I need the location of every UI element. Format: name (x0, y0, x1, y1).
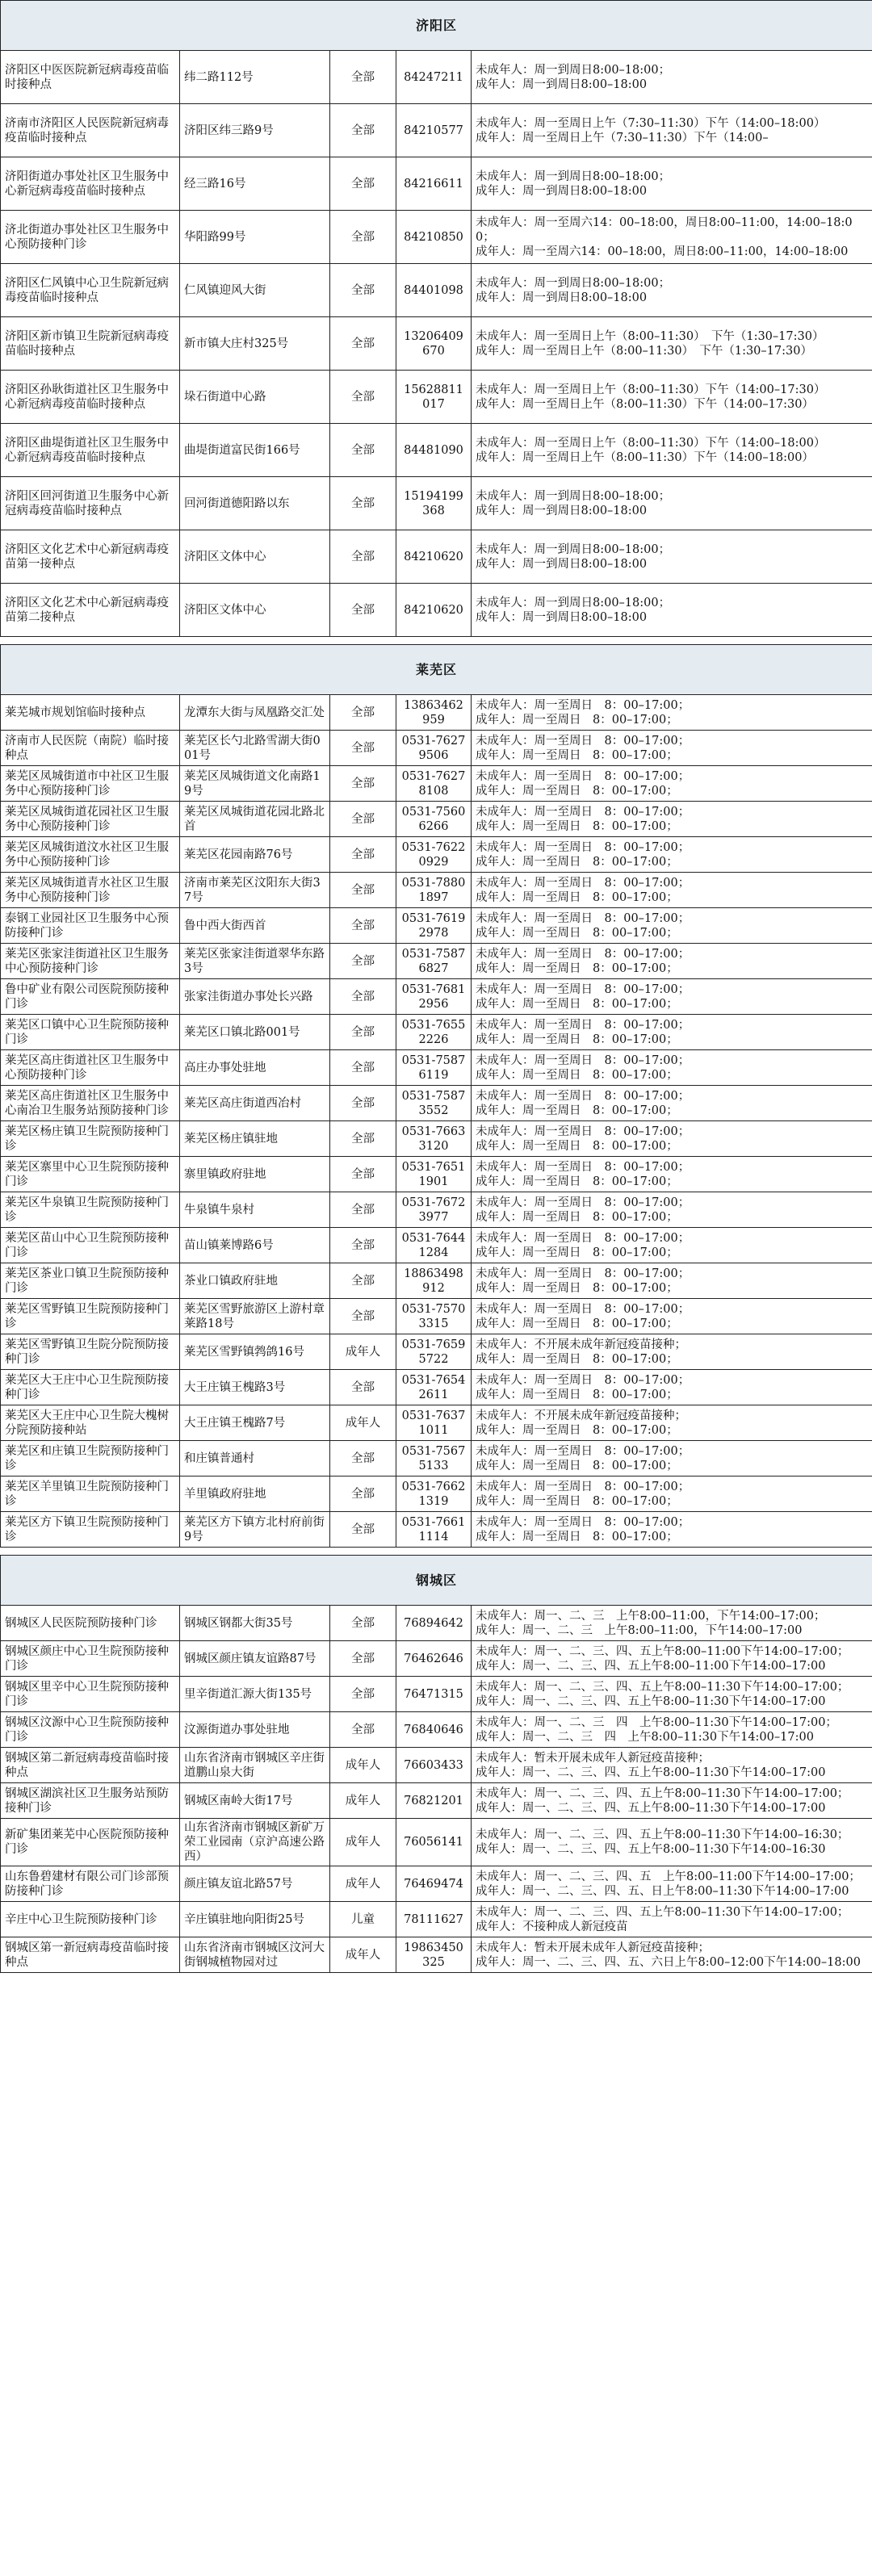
target-group-cell: 全部 (330, 1192, 396, 1228)
hours-cell: 未成年人：周一至周日 8：00–17:00； 成年人：周一至周日 8：00–17:00； (472, 979, 872, 1015)
target-group-cell: 儿童 (330, 1902, 396, 1937)
table-row (1, 104, 872, 157)
address-cell: 纬二路112号 (180, 51, 330, 104)
table-row (1, 1937, 872, 1973)
phone-cell: 0531-76595722 (396, 1334, 472, 1370)
address-cell: 辛庄镇驻地向阳街25号 (180, 1902, 330, 1937)
target-group-cell: 全部 (330, 424, 396, 477)
address-cell: 莱芜区凤城街道花园北路北首 (180, 802, 330, 837)
phone-cell: 76603433 (396, 1748, 472, 1783)
table-row (1, 1228, 872, 1263)
hours-cell: 未成年人：周一、二、三 四 上午8:00–11:30下午14:00–17:00； 成年人：周一、二、三 四 上午8:00–11:30下午14:00–17:00 (472, 1712, 872, 1748)
target-group-cell: 成年人 (330, 1866, 396, 1902)
hours-cell: 未成年人：不开展未成年新冠疫苗接种； 成年人：周一至周日 8：00–17:00； (472, 1334, 872, 1370)
address-cell: 济阳区文体中心 (180, 530, 330, 584)
address-cell: 里辛街道汇源大街135号 (180, 1677, 330, 1712)
site-name-cell: 莱芜城市规划馆临时接种点 (1, 695, 180, 731)
address-cell: 济阳区纬三路9号 (180, 104, 330, 157)
site-name-cell: 莱芜区和庄镇卫生院预防接种门诊 (1, 1441, 180, 1476)
phone-cell: 19863450325 (396, 1937, 472, 1973)
site-name-cell: 济阳区文化艺术中心新冠病毒疫苗第一接种点 (1, 530, 180, 584)
phone-cell: 84216611 (396, 157, 472, 211)
target-group-cell: 全部 (330, 1228, 396, 1263)
hours-cell: 未成年人：周一至周日 8：00–17:00； 成年人：周一至周日 8：00–17:00； (472, 873, 872, 908)
address-cell: 山东省济南市钢城区汶河大街钢城植物园对过 (180, 1937, 330, 1973)
address-cell: 羊里镇政府驻地 (180, 1476, 330, 1512)
target-group-cell: 成年人 (330, 1783, 396, 1819)
target-group-cell: 全部 (330, 104, 396, 157)
phone-cell: 0531-76220929 (396, 837, 472, 873)
address-cell: 寨里镇政府驻地 (180, 1157, 330, 1192)
address-cell: 山东省济南市钢城区辛庄街道鹏山泉大街 (180, 1748, 330, 1783)
hours-cell: 未成年人：周一到周日8:00–18:00； 成年人：周一到周日8:00–18:00 (472, 530, 872, 584)
phone-cell: 0531-76633120 (396, 1121, 472, 1157)
section-gap (1, 637, 872, 645)
hours-cell: 未成年人：周一至周六14：00–18:00，周日8:00–11:00，14:00–18:00； 成年人：周一至周六14：00–18:00，周日8:00–11:00，14:00–18:00 (472, 211, 872, 264)
phone-cell: 0531-76812956 (396, 979, 472, 1015)
phone-cell: 0531-75703315 (396, 1299, 472, 1334)
site-name-cell: 莱芜区高庄街道社区卫生服务中心南冶卫生服务站预防接种门诊 (1, 1086, 180, 1121)
hours-cell: 未成年人：周一、二、三、四、五上午8:00–11:30下午14:00–16:30； 成年人：周一、二、三、四、五上午8:00–11:30下午14:00–16:30 (472, 1819, 872, 1866)
table-row (1, 317, 872, 371)
table-row (1, 1641, 872, 1677)
address-cell: 莱芜区杨庄镇驻地 (180, 1121, 330, 1157)
address-cell: 回河街道德阳路以东 (180, 477, 330, 530)
table-row (1, 1902, 872, 1937)
address-cell: 山东省济南市钢城区新矿万荣工业园南（京沪高速公路西） (180, 1819, 330, 1866)
hours-cell: 未成年人：周一至周日 8：00–17:00； 成年人：周一至周日 8：00–17:00； (472, 1512, 872, 1548)
address-cell: 大王庄镇王槐路3号 (180, 1370, 330, 1405)
address-cell: 莱芜区高庄街道西冶村 (180, 1086, 330, 1121)
hours-cell: 未成年人：周一至周日 8：00–17:00； 成年人：周一至周日 8：00–17:00； (472, 1192, 872, 1228)
hours-cell: 未成年人：周一至周日上午（7:30–11:30）下午（14:00–18:00） 成年人：周一至周日上午（7:30–11:30）下午（14:00– (472, 104, 872, 157)
site-name-cell: 莱芜区凤城街道汶水社区卫生服务中心预防接种门诊 (1, 837, 180, 873)
table-row (1, 477, 872, 530)
target-group-cell: 全部 (330, 264, 396, 317)
address-cell: 莱芜区长勺北路雪湖大街001号 (180, 731, 330, 766)
site-name-cell: 莱芜区杨庄镇卫生院预防接种门诊 (1, 1121, 180, 1157)
target-group-cell: 成年人 (330, 1748, 396, 1783)
site-name-cell: 济阳区文化艺术中心新冠病毒疫苗第二接种点 (1, 584, 180, 637)
hours-cell: 未成年人：周一至周日 8：00–17:00； 成年人：周一至周日 8：00–17:00； (472, 1050, 872, 1086)
site-name-cell: 山东鲁碧建材有限公司门诊部预防接种门诊 (1, 1866, 180, 1902)
site-name-cell: 辛庄中心卫生院预防接种门诊 (1, 1902, 180, 1937)
address-cell: 莱芜区张家洼街道翠华东路3号 (180, 944, 330, 979)
site-name-cell: 钢城区汶源中心卫生院预防接种门诊 (1, 1712, 180, 1748)
table-row (1, 1050, 872, 1086)
target-group-cell: 全部 (330, 837, 396, 873)
site-name-cell: 泰钢工业园社区卫生服务中心预防接种门诊 (1, 908, 180, 944)
site-name-cell: 新矿集团莱芜中心医院预防接种门诊 (1, 1819, 180, 1866)
table-row (1, 1370, 872, 1405)
phone-cell: 84247211 (396, 51, 472, 104)
target-group-cell: 成年人 (330, 1405, 396, 1441)
table-row (1, 837, 872, 873)
address-cell: 新市镇大庄村325号 (180, 317, 330, 371)
phone-cell: 0531-76441284 (396, 1228, 472, 1263)
hours-cell: 未成年人：周一至周日 8：00–17:00； 成年人：周一至周日 8：00–17:00； (472, 1121, 872, 1157)
address-cell: 莱芜区雪野镇鹁鸽16号 (180, 1334, 330, 1370)
table-row (1, 1441, 872, 1476)
phone-cell: 78111627 (396, 1902, 472, 1937)
target-group-cell: 全部 (330, 1263, 396, 1299)
target-group-cell: 全部 (330, 802, 396, 837)
target-group-cell: 全部 (330, 731, 396, 766)
site-name-cell: 莱芜区羊里镇卫生院预防接种门诊 (1, 1476, 180, 1512)
address-cell: 济阳区文体中心 (180, 584, 330, 637)
site-name-cell: 莱芜区高庄街道社区卫生服务中心预防接种门诊 (1, 1050, 180, 1086)
site-name-cell: 莱芜区茶业口镇卫生院预防接种门诊 (1, 1263, 180, 1299)
table-row (1, 1819, 872, 1866)
phone-cell: 0531-76542611 (396, 1370, 472, 1405)
section-gap (1, 1548, 872, 1556)
address-cell: 莱芜区口镇北路001号 (180, 1015, 330, 1050)
site-name-cell: 钢城区第二新冠病毒疫苗临时接种点 (1, 1748, 180, 1783)
target-group-cell: 成年人 (330, 1937, 396, 1973)
phone-cell: 0531-76552226 (396, 1015, 472, 1050)
phone-cell: 76471315 (396, 1677, 472, 1712)
target-group-cell: 全部 (330, 1121, 396, 1157)
hours-cell: 未成年人：不开展未成年新冠疫苗接种； 成年人：周一至周日 8：00–17:00； (472, 1405, 872, 1441)
target-group-cell: 全部 (330, 1157, 396, 1192)
site-name-cell: 莱芜区口镇中心卫生院预防接种门诊 (1, 1015, 180, 1050)
address-cell: 钢城区钢都大街35号 (180, 1606, 330, 1641)
site-name-cell: 莱芜区凤城街道花园社区卫生服务中心预防接种门诊 (1, 802, 180, 837)
table-row (1, 1157, 872, 1192)
site-name-cell: 莱芜区雪野镇卫生院预防接种门诊 (1, 1299, 180, 1334)
target-group-cell: 全部 (330, 371, 396, 424)
table-row (1, 1192, 872, 1228)
district-title: 莱芜区 (1, 645, 872, 695)
hours-cell: 未成年人：周一、二、三、四、五上午8:00–11:00下午14:00–17:00； 成年人：周一、二、三、四、五上午8:00–11:00下午14:00–17:00 (472, 1641, 872, 1677)
hours-cell: 未成年人：周一、二、三、四、五上午8:00–11:30下午14:00–17:00； 成年人：周一、二、三、四、五上午8:00–11:30下午14:00–17:00 (472, 1677, 872, 1712)
site-name-cell: 济北街道办事处社区卫生服务中心预防接种门诊 (1, 211, 180, 264)
section-gap-cell (1, 637, 872, 645)
phone-cell: 0531-76371011 (396, 1405, 472, 1441)
hours-cell: 未成年人：周一至周日 8：00–17:00； 成年人：周一至周日 8：00–17:00； (472, 944, 872, 979)
table-row (1, 695, 872, 731)
table-row (1, 584, 872, 637)
target-group-cell: 全部 (330, 766, 396, 802)
hours-cell: 未成年人：周一至周日 8：00–17:00； 成年人：周一至周日 8：00–17:00； (472, 1157, 872, 1192)
table-row (1, 530, 872, 584)
hours-cell: 未成年人：周一至周日 8：00–17:00； 成年人：周一至周日 8：00–17:00； (472, 908, 872, 944)
hours-cell: 未成年人：周一至周日 8：00–17:00； 成年人：周一至周日 8：00–17:00； (472, 1299, 872, 1334)
target-group-cell: 全部 (330, 1677, 396, 1712)
site-name-cell: 莱芜区凤城街道市中社区卫生服务中心预防接种门诊 (1, 766, 180, 802)
site-name-cell: 莱芜区雪野镇卫生院分院预防接种门诊 (1, 1334, 180, 1370)
phone-cell: 13206409670 (396, 317, 472, 371)
table-row (1, 731, 872, 766)
site-name-cell: 莱芜区苗山中心卫生院预防接种门诊 (1, 1228, 180, 1263)
phone-cell: 0531-75606266 (396, 802, 472, 837)
address-cell: 经三路16号 (180, 157, 330, 211)
table-row (1, 766, 872, 802)
target-group-cell: 全部 (330, 1370, 396, 1405)
site-name-cell: 济阳区曲堤街道社区卫生服务中心新冠病毒疫苗临时接种点 (1, 424, 180, 477)
table-row (1, 1263, 872, 1299)
table-row (1, 1866, 872, 1902)
site-name-cell: 济阳区回河街道卫生服务中心新冠病毒疫苗临时接种点 (1, 477, 180, 530)
target-group-cell: 全部 (330, 908, 396, 944)
site-name-cell: 莱芜区大王庄中心卫生院预防接种门诊 (1, 1370, 180, 1405)
address-cell: 莱芜区花园南路76号 (180, 837, 330, 873)
target-group-cell: 全部 (330, 477, 396, 530)
site-name-cell: 钢城区湖滨社区卫生服务站预防接种门诊 (1, 1783, 180, 1819)
hours-cell: 未成年人：周一至周日 8：00–17:00； 成年人：周一至周日 8：00–17:00； (472, 1015, 872, 1050)
address-cell: 高庄办事处驻地 (180, 1050, 330, 1086)
hours-cell: 未成年人：周一到周日8:00–18:00； 成年人：周一到周日8:00–18:00 (472, 477, 872, 530)
site-name-cell: 鲁中矿业有限公司医院预防接种门诊 (1, 979, 180, 1015)
table-row (1, 944, 872, 979)
hours-cell: 未成年人：周一、二、三 上午8:00–11:00，下午14:00–17:00； 成年人：周一、二、三 上午8:00–11:00，下午14:00–17:00 (472, 1606, 872, 1641)
table-row (1, 1299, 872, 1334)
table-row (1, 424, 872, 477)
target-group-cell: 全部 (330, 873, 396, 908)
address-cell: 大王庄镇王槐路7号 (180, 1405, 330, 1441)
site-name-cell: 钢城区颜庄中心卫生院预防接种门诊 (1, 1641, 180, 1677)
hours-cell: 未成年人：周一到周日8:00–18:00； 成年人：周一到周日8:00–18:00 (472, 157, 872, 211)
address-cell: 钢城区颜庄镇友谊路87号 (180, 1641, 330, 1677)
address-cell: 济南市莱芜区汶阳东大街37号 (180, 873, 330, 908)
table-row (1, 157, 872, 211)
hours-cell: 未成年人：周一、二、三、四、五上午8:00–11:30下午14:00–17:00； 成年人：周一、二、三、四、五上午8:00–11:30下午14:00–17:00 (472, 1783, 872, 1819)
hours-cell: 未成年人：周一至周日上午（8:00–11:30）下午（14:00–17:30） 成年人：周一至周日上午（8:00–11:30）下午（14:00–17:30） (472, 371, 872, 424)
hours-cell: 未成年人：周一到周日8:00–18:00； 成年人：周一到周日8:00–18:00 (472, 584, 872, 637)
hours-cell: 未成年人：周一至周日上午（8:00–11:30） 下午（1:30–17:30） 成年人：周一至周日上午（8:00–11:30） 下午（1:30–17:30） (472, 317, 872, 371)
target-group-cell: 全部 (330, 1299, 396, 1334)
address-cell: 牛泉镇牛泉村 (180, 1192, 330, 1228)
site-name-cell: 济阳区仁风镇中心卫生院新冠病毒疫苗临时接种点 (1, 264, 180, 317)
target-group-cell: 全部 (330, 1015, 396, 1050)
table-row (1, 51, 872, 104)
site-name-cell: 莱芜区大王庄中心卫生院大槐树分院预防接种站 (1, 1405, 180, 1441)
target-group-cell: 全部 (330, 695, 396, 731)
hours-cell: 未成年人：暂未开展未成年人新冠疫苗接种； 成年人：周一、二、三、四、五上午8:00–11:30下午14:00–17:00 (472, 1748, 872, 1783)
phone-cell: 0531-75876119 (396, 1050, 472, 1086)
hours-cell: 未成年人：周一至周日 8：00–17:00； 成年人：周一至周日 8：00–17:00； (472, 1228, 872, 1263)
target-group-cell: 全部 (330, 1476, 396, 1512)
phone-cell: 0531-76511901 (396, 1157, 472, 1192)
phone-cell: 0531-75675133 (396, 1441, 472, 1476)
address-cell: 仁风镇迎风大街 (180, 264, 330, 317)
phone-cell: 0531-76279506 (396, 731, 472, 766)
target-group-cell: 全部 (330, 1512, 396, 1548)
hours-cell: 未成年人：周一至周日 8：00–17:00； 成年人：周一至周日 8：00–17:00； (472, 1263, 872, 1299)
hours-cell: 未成年人：周一至周日 8：00–17:00； 成年人：周一至周日 8：00–17:00； (472, 802, 872, 837)
district-header-row (1, 1, 872, 51)
table-row (1, 1086, 872, 1121)
site-name-cell: 钢城区里辛中心卫生院预防接种门诊 (1, 1677, 180, 1712)
site-name-cell: 钢城区人民医院预防接种门诊 (1, 1606, 180, 1641)
phone-cell: 76894642 (396, 1606, 472, 1641)
site-name-cell: 莱芜区方下镇卫生院预防接种门诊 (1, 1512, 180, 1548)
hours-cell: 未成年人：周一至周日上午（8:00–11:30）下午（14:00–18:00） 成年人：周一至周日上午（8:00–11:30）下午（14:00–18:00） (472, 424, 872, 477)
table-row (1, 908, 872, 944)
address-cell: 莱芜区方下镇方北村府前街9号 (180, 1512, 330, 1548)
phone-cell: 0531-76611114 (396, 1512, 472, 1548)
site-name-cell: 莱芜区张家洼街道社区卫生服务中心预防接种门诊 (1, 944, 180, 979)
target-group-cell: 全部 (330, 584, 396, 637)
site-name-cell: 济南市济阳区人民医院新冠病毒疫苗临时接种点 (1, 104, 180, 157)
address-cell: 颜庄镇友谊北路57号 (180, 1866, 330, 1902)
phone-cell: 76056141 (396, 1819, 472, 1866)
hours-cell: 未成年人：周一至周日 8：00–17:00； 成年人：周一至周日 8：00–17:00； (472, 695, 872, 731)
address-cell: 鲁中西大街西首 (180, 908, 330, 944)
target-group-cell: 全部 (330, 211, 396, 264)
phone-cell: 76462646 (396, 1641, 472, 1677)
target-group-cell: 全部 (330, 979, 396, 1015)
section-gap-cell (1, 1548, 872, 1556)
site-name-cell: 莱芜区牛泉镇卫生院预防接种门诊 (1, 1192, 180, 1228)
hours-cell: 未成年人：周一、二、三、四、五上午8:00–11:30下午14:00–17:00； 成年人：不接种成人新冠疫苗 (472, 1902, 872, 1937)
target-group-cell: 全部 (330, 1441, 396, 1476)
hours-cell: 未成年人：周一至周日 8：00–17:00； 成年人：周一至周日 8：00–17:00； (472, 1441, 872, 1476)
district-title: 济阳区 (1, 1, 872, 51)
target-group-cell: 全部 (330, 157, 396, 211)
phone-cell: 18863498912 (396, 1263, 472, 1299)
address-cell: 莱芜区雪野旅游区上游村章莱路18号 (180, 1299, 330, 1334)
phone-cell: 76821201 (396, 1783, 472, 1819)
site-name-cell: 钢城区第一新冠病毒疫苗临时接种点 (1, 1937, 180, 1973)
address-cell: 曲堤街道富民街166号 (180, 424, 330, 477)
table-row (1, 873, 872, 908)
phone-cell: 0531-76723977 (396, 1192, 472, 1228)
target-group-cell: 成年人 (330, 1334, 396, 1370)
phone-cell: 15628811017 (396, 371, 472, 424)
phone-cell: 84481090 (396, 424, 472, 477)
district-header-row (1, 1556, 872, 1606)
table-row (1, 211, 872, 264)
hours-cell: 未成年人：周一至周日 8：00–17:00； 成年人：周一至周日 8：00–17:00； (472, 1476, 872, 1512)
table-row (1, 1748, 872, 1783)
table-row (1, 979, 872, 1015)
target-group-cell: 全部 (330, 1606, 396, 1641)
phone-cell: 84210620 (396, 584, 472, 637)
site-name-cell: 莱芜区寨里中心卫生院预防接种门诊 (1, 1157, 180, 1192)
table-row (1, 1121, 872, 1157)
address-cell: 龙潭东大街与凤凰路交汇处 (180, 695, 330, 731)
target-group-cell: 全部 (330, 1712, 396, 1748)
site-name-cell: 济阳区新市镇卫生院新冠病毒疫苗临时接种点 (1, 317, 180, 371)
target-group-cell: 成年人 (330, 1819, 396, 1866)
hours-cell: 未成年人：周一至周日 8：00–17:00； 成年人：周一至周日 8：00–17:00； (472, 731, 872, 766)
table-row (1, 1334, 872, 1370)
hours-cell: 未成年人：周一至周日 8：00–17:00； 成年人：周一至周日 8：00–17:00； (472, 766, 872, 802)
target-group-cell: 全部 (330, 1641, 396, 1677)
phone-cell: 84210620 (396, 530, 472, 584)
site-name-cell: 济阳街道办事处社区卫生服务中心新冠病毒疫苗临时接种点 (1, 157, 180, 211)
phone-cell: 84401098 (396, 264, 472, 317)
phone-cell: 0531-75873552 (396, 1086, 472, 1121)
hours-cell: 未成年人：周一至周日 8：00–17:00； 成年人：周一至周日 8：00–17:00； (472, 1370, 872, 1405)
target-group-cell: 全部 (330, 1086, 396, 1121)
target-group-cell: 全部 (330, 1050, 396, 1086)
address-cell: 茶业口镇政府驻地 (180, 1263, 330, 1299)
hours-cell: 未成年人：暂未开展未成年人新冠疫苗接种； 成年人：周一、二、三、四、五、六日上午8:00–12:00下午14:00–18:00 (472, 1937, 872, 1973)
table-row (1, 1677, 872, 1712)
hours-cell: 未成年人：周一至周日 8：00–17:00； 成年人：周一至周日 8：00–17:00； (472, 1086, 872, 1121)
table-row (1, 1476, 872, 1512)
table-row (1, 1512, 872, 1548)
phone-cell: 0531-76278108 (396, 766, 472, 802)
phone-cell: 0531-76621319 (396, 1476, 472, 1512)
table-row (1, 1405, 872, 1441)
phone-cell: 0531-76192978 (396, 908, 472, 944)
table-row (1, 1712, 872, 1748)
table-row (1, 371, 872, 424)
site-name-cell: 莱芜区凤城街道青水社区卫生服务中心预防接种门诊 (1, 873, 180, 908)
target-group-cell: 全部 (330, 317, 396, 371)
phone-cell: 0531-78801897 (396, 873, 472, 908)
district-title: 钢城区 (1, 1556, 872, 1606)
table-row (1, 802, 872, 837)
district-header-row (1, 645, 872, 695)
target-group-cell: 全部 (330, 530, 396, 584)
address-cell: 苗山镇莱博路6号 (180, 1228, 330, 1263)
address-cell: 莱芜区凤城街道文化南路19号 (180, 766, 330, 802)
hours-cell: 未成年人：周一至周日 8：00–17:00； 成年人：周一至周日 8：00–17:00； (472, 837, 872, 873)
address-cell: 张家洼街道办事处长兴路 (180, 979, 330, 1015)
site-name-cell: 济南市人民医院（南院）临时接种点 (1, 731, 180, 766)
phone-cell: 13863462959 (396, 695, 472, 731)
address-cell: 汶源街道办事处驻地 (180, 1712, 330, 1748)
phone-cell: 76469474 (396, 1866, 472, 1902)
address-cell: 垛石街道中心路 (180, 371, 330, 424)
table-row (1, 264, 872, 317)
table-row (1, 1606, 872, 1641)
site-name-cell: 济阳区中医医院新冠病毒疫苗临时接种点 (1, 51, 180, 104)
phone-cell: 84210850 (396, 211, 472, 264)
address-cell: 华阳路99号 (180, 211, 330, 264)
address-cell: 和庄镇普通村 (180, 1441, 330, 1476)
phone-cell: 15194199368 (396, 477, 472, 530)
phone-cell: 0531-75876827 (396, 944, 472, 979)
table-row (1, 1015, 872, 1050)
site-name-cell: 济阳区孙耿街道社区卫生服务中心新冠病毒疫苗临时接种点 (1, 371, 180, 424)
hours-cell: 未成年人：周一到周日8:00–18:00； 成年人：周一到周日8:00–18:00 (472, 264, 872, 317)
target-group-cell: 全部 (330, 944, 396, 979)
target-group-cell: 全部 (330, 51, 396, 104)
address-cell: 钢城区南岭大街17号 (180, 1783, 330, 1819)
phone-cell: 76840646 (396, 1712, 472, 1748)
table-row (1, 1783, 872, 1819)
hours-cell: 未成年人：周一、二、三、四、五 上午8:00–11:00下午14:00–17:00； 成年人：周一、二、三、四、五、日上午8:00–11:30下午14:00–17:00 (472, 1866, 872, 1902)
phone-cell: 84210577 (396, 104, 472, 157)
hours-cell: 未成年人：周一到周日8:00–18:00； 成年人：周一到周日8:00–18:00 (472, 51, 872, 104)
